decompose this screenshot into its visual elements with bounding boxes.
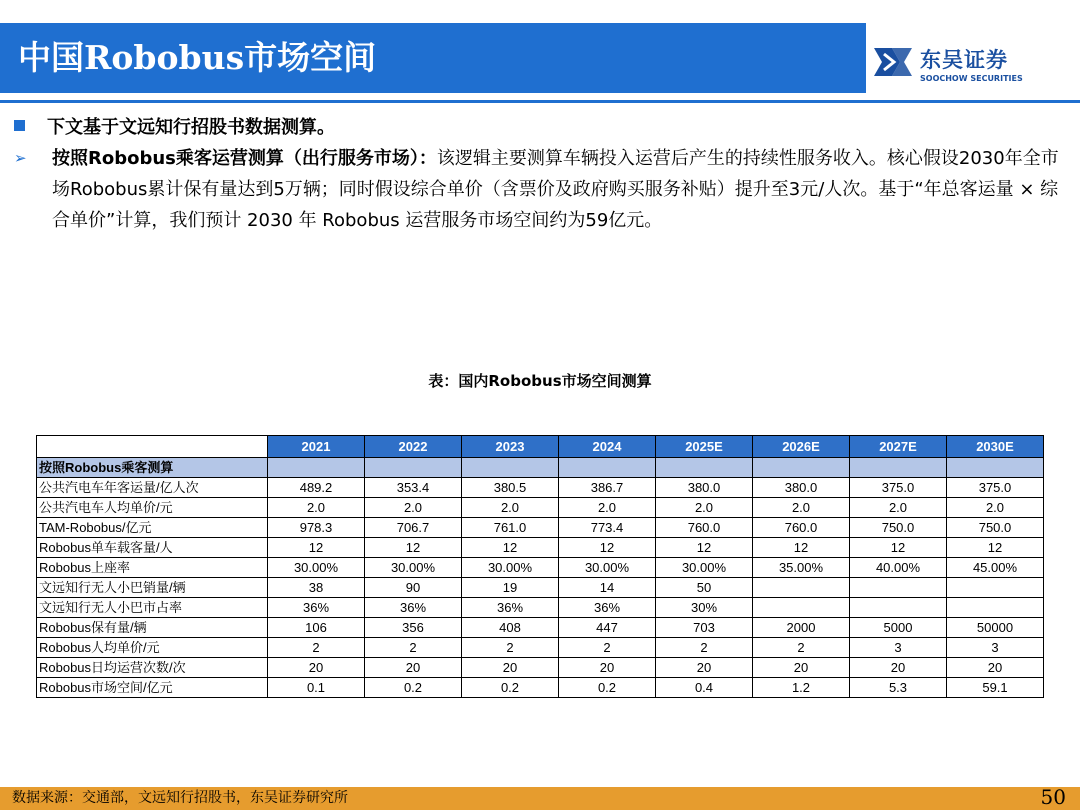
table-row bbox=[37, 498, 1044, 518]
table-cell: 20 bbox=[947, 658, 1044, 678]
table-cell: 750.0 bbox=[850, 518, 947, 538]
table-cell: 2 bbox=[462, 638, 559, 658]
table-cell: 750.0 bbox=[947, 518, 1044, 538]
table-cell: 12 bbox=[462, 538, 559, 558]
year-header: 2022 bbox=[365, 436, 462, 458]
logo-chinese-name: 东吴证券 bbox=[920, 48, 1008, 72]
table-cell bbox=[753, 598, 850, 618]
table-cell: 38 bbox=[268, 578, 365, 598]
table-cell: 40.00% bbox=[850, 558, 947, 578]
table-section-row bbox=[37, 458, 1044, 478]
table-cell: 2.0 bbox=[947, 498, 1044, 518]
table-cell bbox=[753, 578, 850, 598]
market-size-table bbox=[36, 435, 1044, 698]
header-divider bbox=[0, 100, 1080, 103]
table-row bbox=[37, 598, 1044, 618]
bullet-intro-text: 下文基于文远知行招股书数据测算。 bbox=[47, 117, 335, 138]
row-label: 公共汽电车年客运量/亿人次 bbox=[37, 478, 268, 498]
row-label: 公共汽电车人均单价/元 bbox=[37, 498, 268, 518]
table-cell bbox=[947, 578, 1044, 598]
table-cell: 386.7 bbox=[559, 478, 656, 498]
table-header-row bbox=[37, 436, 1044, 458]
table-cell: 706.7 bbox=[365, 518, 462, 538]
table-cell: 20 bbox=[850, 658, 947, 678]
row-label: Robobus保有量/辆 bbox=[37, 618, 268, 638]
table-cell: 408 bbox=[462, 618, 559, 638]
table-row bbox=[37, 518, 1044, 538]
table-cell: 36% bbox=[365, 598, 462, 618]
soochow-logo-icon bbox=[870, 42, 916, 82]
table-cell: 20 bbox=[462, 658, 559, 678]
table-cell: 773.4 bbox=[559, 518, 656, 538]
table-cell bbox=[850, 578, 947, 598]
table-cell: 20 bbox=[268, 658, 365, 678]
table-cell: 12 bbox=[559, 538, 656, 558]
square-bullet-icon bbox=[14, 120, 25, 131]
table-cell: 20 bbox=[656, 658, 753, 678]
table-cell: 20 bbox=[753, 658, 850, 678]
table-cell: 2.0 bbox=[365, 498, 462, 518]
row-label: Robobus市场空间/亿元 bbox=[37, 678, 268, 698]
table-cell: 375.0 bbox=[947, 478, 1044, 498]
table-cell: 0.2 bbox=[365, 678, 462, 698]
table-cell: 761.0 bbox=[462, 518, 559, 538]
table-cell: 12 bbox=[947, 538, 1044, 558]
table-cell: 3 bbox=[850, 638, 947, 658]
table-cell: 380.0 bbox=[656, 478, 753, 498]
year-header: 2021 bbox=[268, 436, 365, 458]
table-cell: 703 bbox=[656, 618, 753, 638]
table-cell: 2.0 bbox=[850, 498, 947, 518]
row-label: Robobus人均单价/元 bbox=[37, 638, 268, 658]
table-row bbox=[37, 658, 1044, 678]
row-label: 文远知行无人小巴销量/辆 bbox=[37, 578, 268, 598]
table-cell: 0.2 bbox=[559, 678, 656, 698]
table-row bbox=[37, 478, 1044, 498]
table-row bbox=[37, 558, 1044, 578]
table-cell: 375.0 bbox=[850, 478, 947, 498]
table-corner-cell bbox=[37, 436, 268, 458]
year-header: 2025E bbox=[656, 436, 753, 458]
section-label: 按照Robobus乘客测算 bbox=[37, 458, 268, 478]
data-source: 数据来源：交通部，文远知行招股书，东吴证券研究所 bbox=[12, 790, 348, 806]
table-cell: 12 bbox=[753, 538, 850, 558]
logo-english-name: SOOCHOW SECURITIES bbox=[920, 74, 1023, 83]
table-cell: 20 bbox=[365, 658, 462, 678]
table-cell: 2000 bbox=[753, 618, 850, 638]
table-cell: 50000 bbox=[947, 618, 1044, 638]
table-cell: 50 bbox=[656, 578, 753, 598]
table-row bbox=[37, 618, 1044, 638]
table-cell: 353.4 bbox=[365, 478, 462, 498]
table-cell: 5.3 bbox=[850, 678, 947, 698]
year-header: 2030E bbox=[947, 436, 1044, 458]
table-cell: 12 bbox=[656, 538, 753, 558]
table-cell: 2 bbox=[656, 638, 753, 658]
table-cell: 19 bbox=[462, 578, 559, 598]
company-logo bbox=[870, 40, 1070, 88]
bullet-intro bbox=[14, 116, 1064, 140]
table-cell: 760.0 bbox=[753, 518, 850, 538]
table-cell: 2.0 bbox=[753, 498, 850, 518]
year-header: 2023 bbox=[462, 436, 559, 458]
table-cell: 2 bbox=[365, 638, 462, 658]
table-cell: 2 bbox=[559, 638, 656, 658]
table-cell: 2 bbox=[268, 638, 365, 658]
bullet-method-heading: 按照Robobus乘客运营测算（出行服务市场）： bbox=[52, 148, 437, 169]
table-cell: 30.00% bbox=[268, 558, 365, 578]
table-cell: 12 bbox=[268, 538, 365, 558]
table-caption: 表：国内Robobus市场空间测算 bbox=[428, 372, 652, 390]
table-cell: 106 bbox=[268, 618, 365, 638]
arrow-bullet-icon: ➢ bbox=[14, 149, 27, 167]
table-row bbox=[37, 678, 1044, 698]
table-row bbox=[37, 638, 1044, 658]
table-cell: 760.0 bbox=[656, 518, 753, 538]
bullet-method-text: 该逻辑主要测算车辆投入运营后产生的持续性服务收入。核心假设2030年全市场Robobus累计保有量达到5万辆；同时假设综合单价（含票价及政府购买服务补贴）提升至3元/人次。基于“年总客运量 × 综合单价”计算，我们预计 2030 年 Robobus 运营服务市场空间约为59亿元。 bbox=[52, 148, 1059, 231]
table-cell: 380.5 bbox=[462, 478, 559, 498]
table-cell: 5000 bbox=[850, 618, 947, 638]
table-cell: 20 bbox=[559, 658, 656, 678]
table-cell: 2.0 bbox=[656, 498, 753, 518]
table-cell: 2.0 bbox=[559, 498, 656, 518]
table-cell: 0.2 bbox=[462, 678, 559, 698]
table-cell: 1.2 bbox=[753, 678, 850, 698]
table-cell: 447 bbox=[559, 618, 656, 638]
table-cell bbox=[947, 598, 1044, 618]
row-label: TAM-Robobus/亿元 bbox=[37, 518, 268, 538]
table-cell: 45.00% bbox=[947, 558, 1044, 578]
row-label: Robobus单车载客量/人 bbox=[37, 538, 268, 558]
page-number: 50 bbox=[1040, 785, 1066, 809]
table-cell: 14 bbox=[559, 578, 656, 598]
page-title: 中国Robobus市场空间 bbox=[18, 38, 377, 77]
table-cell: 30.00% bbox=[462, 558, 559, 578]
table-cell: 380.0 bbox=[753, 478, 850, 498]
table-cell: 0.4 bbox=[656, 678, 753, 698]
table-row bbox=[37, 538, 1044, 558]
table-cell: 30% bbox=[656, 598, 753, 618]
table-cell: 90 bbox=[365, 578, 462, 598]
year-header: 2024 bbox=[559, 436, 656, 458]
table-cell bbox=[850, 598, 947, 618]
table-row bbox=[37, 578, 1044, 598]
footer-bar bbox=[0, 787, 1080, 810]
table-cell: 0.1 bbox=[268, 678, 365, 698]
table-cell: 2.0 bbox=[462, 498, 559, 518]
table-cell: 12 bbox=[850, 538, 947, 558]
table-cell: 30.00% bbox=[559, 558, 656, 578]
bullet-method-body bbox=[52, 143, 1074, 236]
table-cell: 978.3 bbox=[268, 518, 365, 538]
row-label: Robobus上座率 bbox=[37, 558, 268, 578]
table-cell: 2 bbox=[753, 638, 850, 658]
table-cell: 3 bbox=[947, 638, 1044, 658]
title-bar bbox=[0, 23, 866, 93]
row-label: Robobus日均运营次数/次 bbox=[37, 658, 268, 678]
table-cell: 356 bbox=[365, 618, 462, 638]
table-cell: 489.2 bbox=[268, 478, 365, 498]
table-cell: 12 bbox=[365, 538, 462, 558]
table-cell: 35.00% bbox=[753, 558, 850, 578]
year-header: 2027E bbox=[850, 436, 947, 458]
table-cell: 2.0 bbox=[268, 498, 365, 518]
table-cell: 30.00% bbox=[656, 558, 753, 578]
table-cell: 59.1 bbox=[947, 678, 1044, 698]
bullet-method bbox=[14, 143, 1074, 236]
row-label: 文远知行无人小巴市占率 bbox=[37, 598, 268, 618]
table-cell: 36% bbox=[462, 598, 559, 618]
year-header: 2026E bbox=[753, 436, 850, 458]
table-cell: 36% bbox=[268, 598, 365, 618]
table-cell: 36% bbox=[559, 598, 656, 618]
table-cell: 30.00% bbox=[365, 558, 462, 578]
